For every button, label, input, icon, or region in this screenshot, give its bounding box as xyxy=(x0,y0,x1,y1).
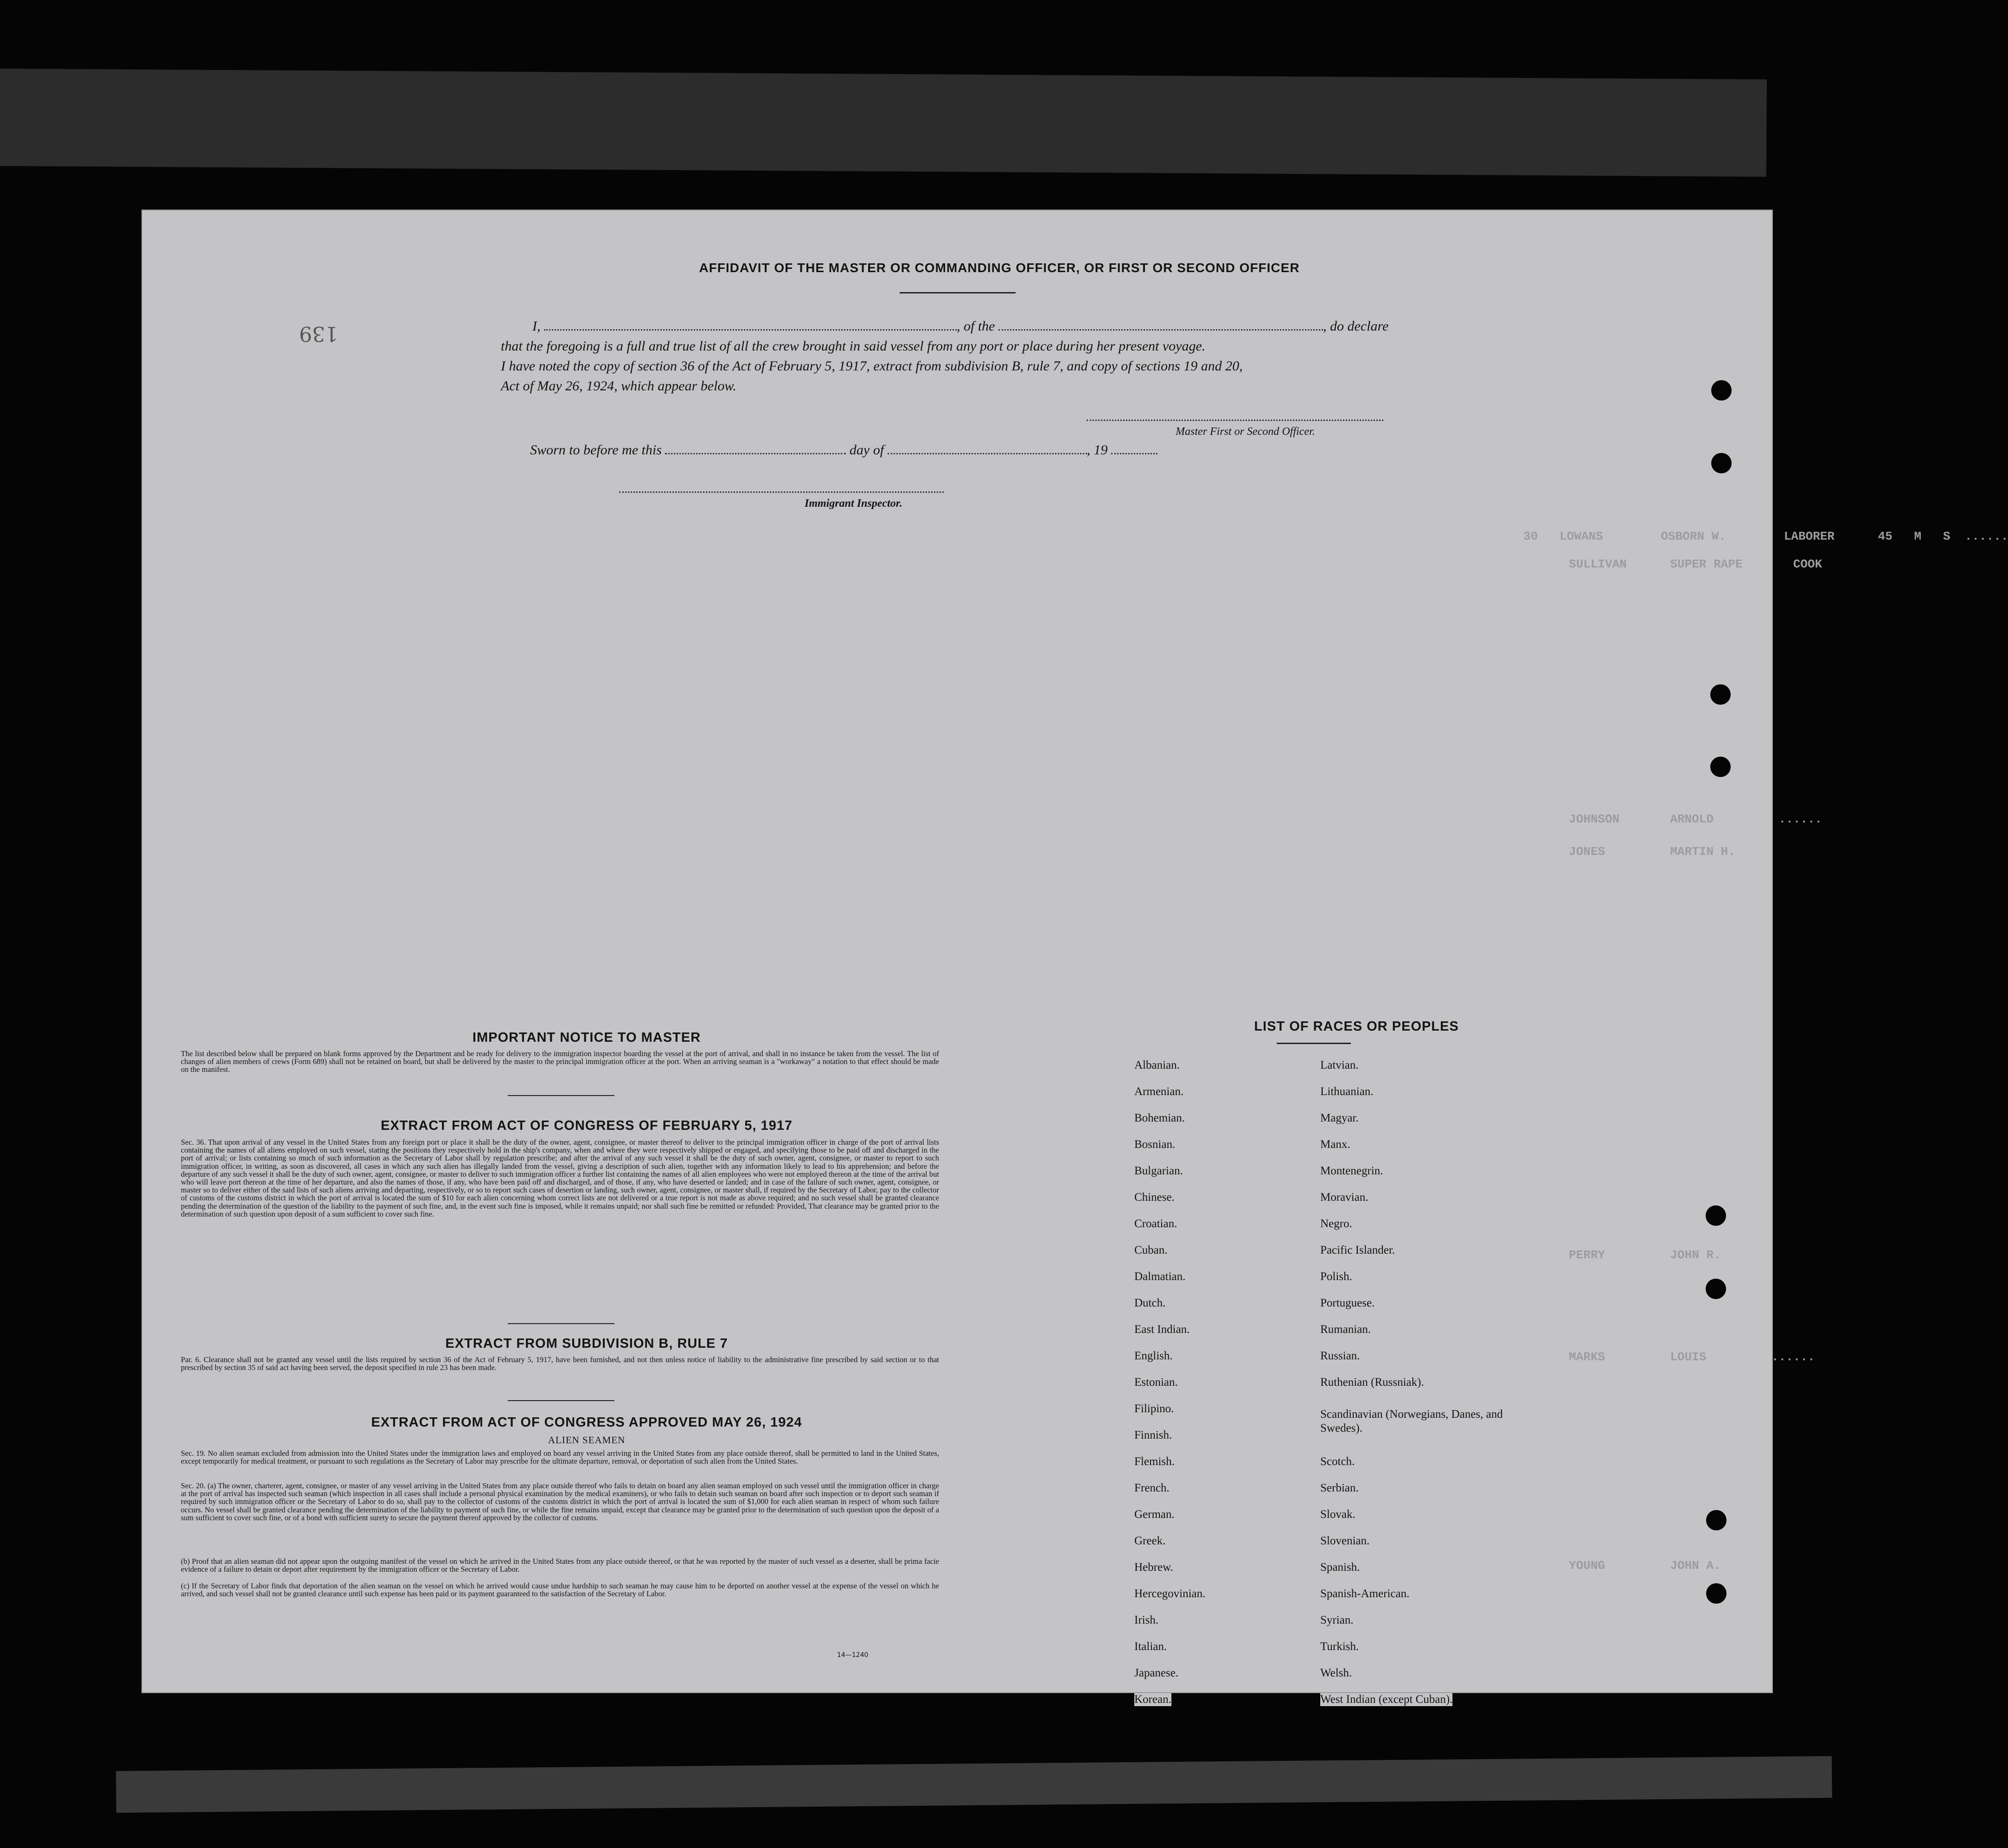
extract-1917-text: Sec. 36. That upon arrival of any vessel in the United States from any foreign port or place it shall be the duty of the owner, agent, consignee, or master thereof to deliver to the principal immigration officer in charge of the port of arrival lists containing the names of all aliens employed on such vessel, stating the positions they respectively hold in the ship's company, when and where they were respectively shipped or engaged, and specifying those to be paid off and discharged in the port of arrival; or lists containing so much of such information as the Secretary of Labor shall by regulation prescribe; and after the arrival of any such vessel it shall be the duty of such owner, agent, consignee, or master to report to such immigration officer, in writing, as soon as discovered, all cases in which any such alien has illegally landed from the vessel, giving a description of such alien, together with any information likely to lead to his apprehension; and before the departure of any such vessel it shall be the duty of such owner, agent, consignee, or master to deliver to such immigration officer a further list containing the names of all alien employees who were not employed thereon at the time of the arrival but who will leave port thereon at the time of her departure, and also the names of those, if any, who have been paid off and discharged, and of those, if any, who have deserted or landed; and in case of the failure of such owner, agent, consignee, or master so to deliver either of the said lists of such aliens arriving and departing, respectively, or so to report such cases of desertion or landing, such owner, agent, consignee, or master shall, if required by the Secretary of Labor, pay to the collector of customs of the customs district in which the port of arrival is located the sum of $10 for each alien concerning whom correct lists are not delivered or a true report is not made as above required; and no such vessel shall be granted clearance pending the determination of the question of the liability to the payment of such fine, and, in the event such fine is imposed, while it remains unpaid; nor shall such fine be remitted or refunded: Provided, That clearance may be granted prior to the determination of such question upon deposit of a sum sufficient to cover such fine. xyxy=(181,1138,939,1218)
sec19-text: Sec. 19. No alien seaman excluded from admission into the United States under the immigration laws and employed on board any vessel arriving in the United States from any place outside thereof, shall be permitted to land in the United States, except temporarily for medical treatment, or pursuant to such regulations as the Secretary of Labor may prescribe for the ultimate departure, removal, or deportation of such alien from the United States. xyxy=(181,1449,939,1466)
declaration-line-2: that the foregoing is a full and true list of all the crew brought in said vessel from any port or place during her present voyage. xyxy=(501,338,1206,354)
race-item: Spanish-American. xyxy=(1320,1587,1410,1600)
master-signature-line[interactable] xyxy=(1087,420,1383,421)
sec20c-text: (c) If the Secretary of Labor finds that deportation of the alien seaman on the vessel on which he arrived would cause undue hardship to such seaman he may cause him to be deported on another vessel at the expense of the vessel on which he arrived, and such vessel shall not be granted clearance until such expense has been paid or its payment guaranteed to the satisfaction of the Secretary of Labor. xyxy=(181,1581,939,1599)
race-item: West Indian (except Cuban). xyxy=(1320,1693,1453,1706)
rule7-text: Par. 6. Clearance shall not be granted any vessel until the lists required by section 36 of the Act of February 5, 1917, have been furnished, and not then unless notice of liability to the administrative fine prescribed by said section or to that prescribed by section 35 of said act having been served, the deposit specified in rule 23 has been made. xyxy=(181,1355,939,1372)
bleed-through-text: JONES MARTIN H. xyxy=(1533,845,1735,859)
race-item: Magyar. xyxy=(1320,1112,1359,1124)
race-item: Rumanian. xyxy=(1320,1323,1371,1336)
binder-hole xyxy=(1710,757,1731,777)
race-item: Negro. xyxy=(1320,1217,1352,1230)
declarant-name-blank[interactable] xyxy=(544,329,957,331)
dark-microfilm-border-bottom xyxy=(116,1756,1832,1813)
race-item: Bulgarian. xyxy=(1134,1165,1183,1177)
sworn-line xyxy=(530,442,1318,458)
race-item: Slovak. xyxy=(1320,1508,1356,1521)
declare-label: , do declare xyxy=(1323,319,1389,334)
act-1924-title: EXTRACT FROM ACT OF CONGRESS APPROVED MAY 26, 1924 xyxy=(371,1415,802,1430)
binder-hole xyxy=(1706,1205,1726,1226)
day-of-label: day of xyxy=(849,442,884,458)
race-item: Pacific Islander. xyxy=(1320,1244,1395,1256)
binder-hole xyxy=(1710,684,1731,705)
alien-seamen-subtitle: ALIEN SEAMEN xyxy=(548,1434,626,1446)
sworn-year-blank[interactable] xyxy=(1111,452,1157,454)
binder-hole xyxy=(1706,1510,1727,1530)
vessel-label: , of the xyxy=(957,319,995,334)
race-item: Scandinavian (Norwegians, Danes, and Swedes). xyxy=(1320,1408,1503,1434)
rule7-divider xyxy=(508,1400,614,1401)
master-signature-label: Master First or Second Officer. xyxy=(1176,426,1315,438)
margin-handwritten-number: 139 xyxy=(299,322,338,345)
race-item: Serbian. xyxy=(1320,1482,1359,1494)
race-item: Flemish. xyxy=(1134,1455,1175,1468)
race-item: Hercegovinian. xyxy=(1134,1587,1206,1600)
inspector-signature-label: Immigrant Inspector. xyxy=(805,497,902,510)
race-item: Montenegrin. xyxy=(1320,1165,1383,1177)
race-item: Croatian. xyxy=(1134,1217,1177,1230)
race-item: Scotch. xyxy=(1320,1455,1355,1468)
race-item: Greek. xyxy=(1134,1535,1166,1547)
race-item: Armenian. xyxy=(1134,1085,1184,1098)
sworn-month-blank[interactable] xyxy=(888,452,1087,454)
race-item: Turkish. xyxy=(1320,1640,1359,1653)
race-item: French. xyxy=(1134,1482,1170,1494)
vessel-name-blank[interactable] xyxy=(998,329,1323,331)
races-title-underline xyxy=(1277,1043,1351,1044)
binder-hole xyxy=(1706,1583,1727,1604)
race-item: German. xyxy=(1134,1508,1175,1521)
extract-1917-divider xyxy=(508,1323,614,1324)
bleed-through-text: 30 LOWANS OSBORN W. LABORER 45 M S ...... xyxy=(1523,529,2008,543)
race-item: East Indian. xyxy=(1134,1323,1190,1336)
race-item: Chinese. xyxy=(1134,1191,1175,1204)
race-item: Welsh. xyxy=(1320,1667,1352,1679)
binder-hole xyxy=(1706,1279,1726,1299)
race-item: Estonian. xyxy=(1134,1376,1178,1389)
declaration-line-3: I have noted the copy of section 36 of the Act of February 5, 1917, extract from subdivision B, rule 7, and copy of sections 19 and 20, xyxy=(501,358,1243,374)
race-item: Albanian. xyxy=(1134,1059,1180,1071)
race-item: Cuban. xyxy=(1134,1244,1168,1256)
bleed-through-text: MARKS LOUIS ...... xyxy=(1533,1350,1815,1364)
title-underline xyxy=(900,292,1016,293)
declaration-line-4: Act of May 26, 1924, which appear below. xyxy=(501,378,736,394)
race-item: Russian. xyxy=(1320,1350,1360,1362)
race-item: Slovenian. xyxy=(1320,1535,1370,1547)
sec20b-text: (b) Proof that an alien seaman did not appear upon the outgoing manifest of the vessel on which he arrived in the United States from any place outside thereof, or that he was reported by the master of such vessel as a deserter, shall be prima facie evidence of a failure to detain or deport after requirement by the immigration officer or the Secretary of Labor. xyxy=(181,1557,939,1574)
race-item: English. xyxy=(1134,1350,1173,1362)
extract-1917-title: EXTRACT FROM ACT OF CONGRESS OF FEBRUARY 5, 1917 xyxy=(380,1118,793,1133)
year-label: , 19 xyxy=(1087,442,1108,458)
rule7-title: EXTRACT FROM SUBDIVISION B, RULE 7 xyxy=(445,1336,728,1351)
declaration-line-1 xyxy=(532,319,1413,334)
race-item: Dutch. xyxy=(1134,1297,1166,1309)
race-item: Japanese. xyxy=(1134,1667,1179,1679)
race-item: Bohemian. xyxy=(1134,1112,1185,1124)
race-item: Ruthenian (Russniak). xyxy=(1320,1376,1424,1389)
race-item: Finnish. xyxy=(1134,1429,1172,1441)
bleed-through-text: SULLIVAN SUPER RAPE COOK xyxy=(1533,557,1823,571)
race-item: Moravian. xyxy=(1320,1191,1369,1204)
bleed-through-text: JOHNSON ARNOLD ...... xyxy=(1533,812,1823,826)
dark-microfilm-border-top xyxy=(0,69,1767,177)
affidavit-title: AFFIDAVIT OF THE MASTER OR COMMANDING OFFICER, OR FIRST OR SECOND OFFICER xyxy=(699,261,1300,275)
sworn-label: Sworn to before me this xyxy=(530,442,662,458)
bleed-through-text: YOUNG JOHN A. xyxy=(1533,1559,1721,1573)
sworn-day-blank[interactable] xyxy=(665,452,846,454)
race-item: Korean. xyxy=(1134,1693,1171,1706)
race-item: Italian. xyxy=(1134,1640,1167,1653)
inspector-signature-line[interactable] xyxy=(619,491,944,493)
race-item: Hebrew. xyxy=(1134,1561,1173,1574)
race-item: Manx. xyxy=(1320,1138,1350,1151)
notice-divider xyxy=(508,1095,614,1096)
form-number: 14—1240 xyxy=(837,1651,869,1659)
race-item: Polish. xyxy=(1320,1270,1352,1283)
declarant-label: I, xyxy=(532,319,541,334)
race-item: Dalmatian. xyxy=(1134,1270,1186,1283)
race-item: Irish. xyxy=(1134,1614,1159,1626)
notice-title: IMPORTANT NOTICE TO MASTER xyxy=(472,1030,701,1045)
document-sheet xyxy=(141,210,2008,1693)
races-title: LIST OF RACES OR PEOPLES xyxy=(1254,1019,1459,1034)
race-item: Latvian. xyxy=(1320,1059,1359,1071)
race-item: Filipino. xyxy=(1134,1402,1174,1415)
binder-hole xyxy=(1711,380,1732,401)
notice-text: The list described below shall be prepared on blank forms approved by the Department and be ready for delivery to the immigration inspector boarding the vessel at the port of arrival, and shall in no instance be taken from the vessel. The list of changes of alien members of crews (Form 689) shall not be retained on board, but shall be delivered by the master to the principal immigration officer at the port. When an arriving seaman is a "workaway" a notation to that effect should be made on the manifest. xyxy=(181,1049,939,1074)
sec20a-text: Sec. 20. (a) The owner, charterer, agent, consignee, or master of any vessel arriving in the United States from any place outside thereof who fails to detain on board any alien seaman employed on such vessel until the immigration officer in charge at the port of arrival has inspected such seaman (which inspection in all cases shall include a personal physical examination by the medical examiners), or who fails to detain such seaman on board after such inspection or to deport such seaman if required by such immigration officer or the Secretary of Labor to do so, shall pay to the collector of customs of the customs district in which the port of arrival is located the sum of $1,000 for each alien seaman in respect of whom such failure occurs. No vessel shall be granted clearance pending the determination of the liability to payment of such fine, or while the fine remains unpaid, except that clearance may be granted prior to the determination of such question upon the deposit of a sum sufficient to cover such fine, or of a bond with sufficient surety to secure the payment thereof approved by the collector of customs. xyxy=(181,1481,939,1522)
bleed-through-text: PERRY JOHN R. xyxy=(1533,1248,1721,1262)
race-item: Syrian. xyxy=(1320,1614,1354,1626)
binder-hole xyxy=(1711,453,1732,473)
race-item: Portuguese. xyxy=(1320,1297,1375,1309)
race-item: Lithuanian. xyxy=(1320,1085,1374,1098)
race-item: Bosnian. xyxy=(1134,1138,1176,1151)
race-item: Spanish. xyxy=(1320,1561,1360,1574)
